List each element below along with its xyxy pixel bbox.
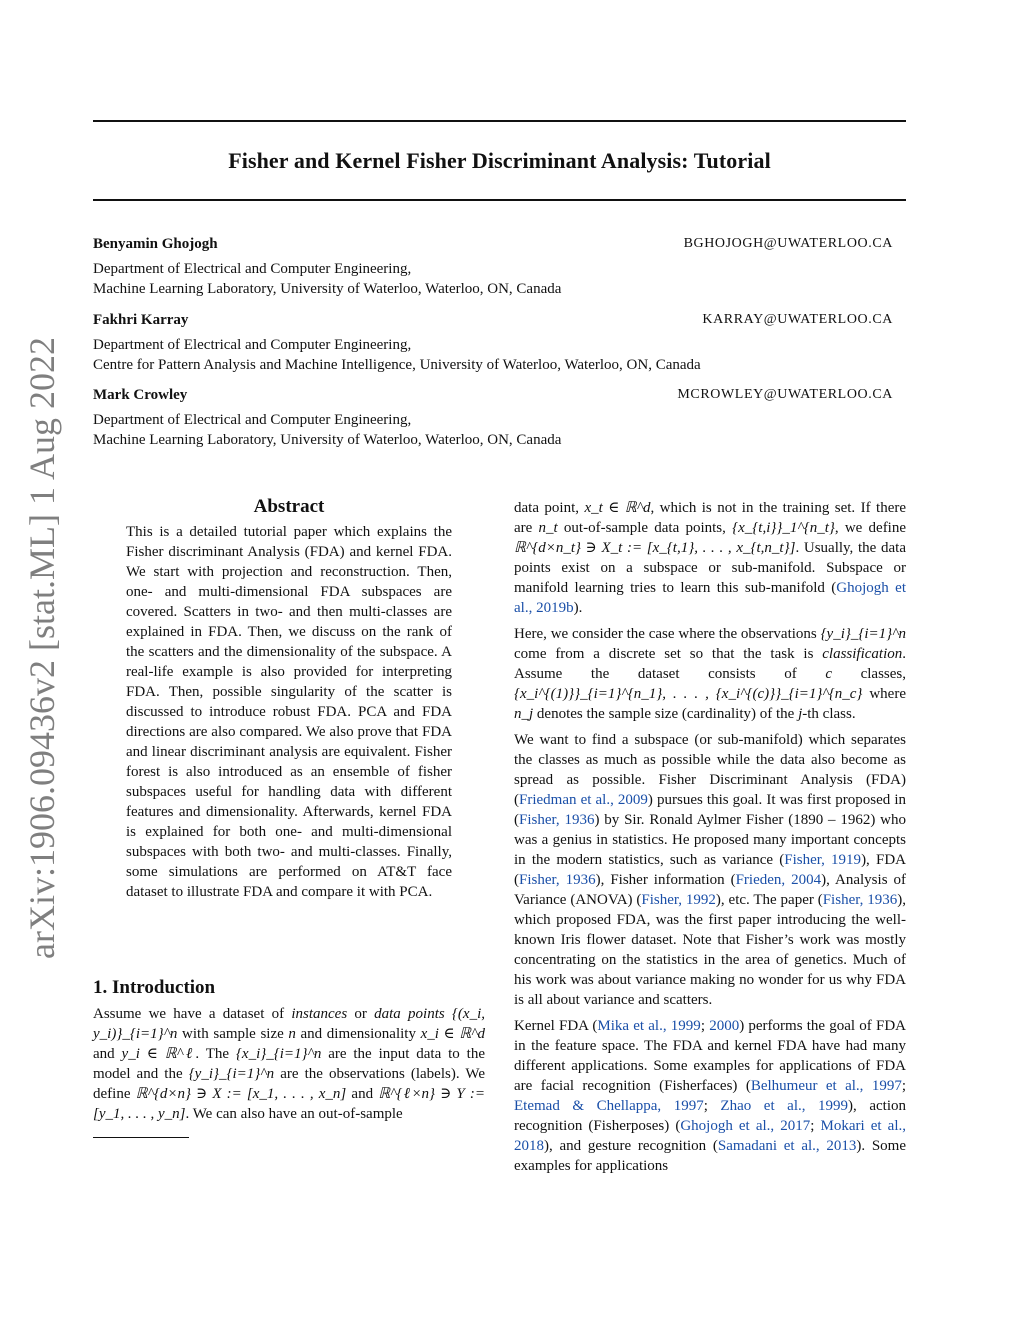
text: out-of-sample data points, [557,520,733,536]
text: ) by Sir. Ronald Aylmer Fisher (1890 – 1962) who was a genius in statistics. He proposed many important concepts in the modern statistics, such as variance ( [514,812,906,868]
math: {y_i}_{i=1}^n [820,626,906,642]
author-affiliation: Department of Electrical and Computer Engineering, [93,412,412,428]
intro-math: x_i ∈ ℝ^d [420,1026,485,1042]
author-affiliation: Machine Learning Laboratory, University of Waterloo, Waterloo, ON, Canada [93,281,562,297]
author-block [93,234,893,299]
paragraph [514,730,906,1010]
author-affiliation: Machine Learning Laboratory, University of Waterloo, Waterloo, ON, Canada [93,432,562,448]
text: ). Some examples for applications [514,1138,906,1174]
right-column [514,498,906,1182]
citation-link[interactable]: Zhao et al., 1999 [720,1098,849,1114]
arxiv-stamp-text: arXiv:1906.09436v2 [stat.ML] 1 Aug 2022 [22,337,62,959]
paper-title: Fisher and Kernel Fisher Discriminant Analysis: Tutorial [228,148,771,173]
math: ℝ^{d×n_t} ∋ X_t := [x_{t,1}, . . . , x_{t,n_t}] [514,540,796,556]
math: c [825,666,832,682]
text: ), FDA ( [514,852,906,888]
introduction-paragraph [93,1004,485,1124]
intro-text: Assume we have a dataset of [93,1006,292,1022]
text: ), etc. The paper ( [715,892,823,908]
citation-link[interactable]: Ghojogh et al., 2017 [680,1118,811,1134]
paragraph [514,1016,906,1176]
emphasis: classification [822,646,903,662]
title-bottom-rule [93,199,906,201]
text: . Usually, the data points exist on a subspace or sub-manifold. Subspace or manifold learning tries to learn this sub-manifold ( [514,540,906,596]
citation-link[interactable]: Belhumeur et al., 1997 [750,1078,902,1094]
intro-math: ℝ^{d×n} ∋ X := [x_1, . . . , x_n] [135,1086,347,1102]
citation-link[interactable]: Mokari et al., 2018 [514,1118,906,1154]
text: ; [700,1018,710,1034]
citation-link[interactable]: Fisher, 1992 [641,892,716,908]
intro-text: . The [195,1046,236,1062]
intro-math: y_i ∈ ℝ^ℓ [121,1046,196,1062]
text: Kernel FDA ( [514,1018,598,1034]
citation-link[interactable]: 2000 [709,1018,740,1034]
intro-text: and [93,1046,122,1062]
text: Here, we consider the case where the observations [514,626,821,642]
abstract-heading: Abstract [253,496,325,517]
math: x_t ∈ ℝ^d [584,500,651,516]
citation-link[interactable]: Samadani et al., 2013 [717,1138,857,1154]
text: , which is not in the training set. If there are [514,500,907,536]
citation-link[interactable]: Mika et al., 1999 [597,1018,701,1034]
intro-text: with sample size [177,1026,289,1042]
author-name: Fakhri Karray [93,312,189,328]
intro-math: ℝ^{ℓ×n} ∋ Y := [y_1, . . . , y_n] [93,1086,486,1122]
text: ), and gesture recognition ( [544,1138,718,1154]
text: ), Analysis of Variance (ANOVA) ( [514,872,906,908]
intro-text: and dimensionality [295,1026,421,1042]
intro-math: n [288,1026,296,1042]
intro-text: are the input data to the model and the [93,1046,485,1082]
author-name: Benyamin Ghojogh [93,236,218,252]
paragraph [514,624,906,724]
author-block [93,310,893,375]
intro-text: . We can also have an out-of-sample [185,1106,403,1122]
math: j [798,706,803,722]
author-block [93,385,893,450]
text: classes, [831,666,906,682]
citation-link[interactable]: Fisher, 1936 [822,892,898,908]
abstract-text: This is a detailed tutorial paper which explains the Fisher discriminant Analysis (FDA) and kernel FDA. We start with projection and reconstruction. Then, one- and multi-dimensional FDA subspaces are covered. Scatters in two- and then multi-classes are explained in FDA. Then, we discuss on the rank of the scatters and the dimensionality of the subspace. A real-life example is also provided for interpreting FDA. Then, possible singularity of the scatter is discussed to introduce robust FDA. PCA and FDA directions are also compared. We also prove that FDA and linear discriminant analysis are equivalent. Fisher forest is also introduced as an ensemble of fisher subspaces useful for handling data with different features and dimensionality. Afterwards, kernel FDA is explained for both one- and multi-dimensional subspaces with both two- and multi-classes. Finally, some simulations are performed on AT&T face dataset to illustrate FDA and compare it with PCA. [126,524,452,900]
title-top-rule [93,120,906,122]
text: ) performs the goal of FDA in the feature space. The FDA and kernel FDA have had many different applications. Some examples for applications of FDA are facial recognition (Fisherfaces) ( [514,1018,906,1094]
text: ), action recognition (Fisherposes) ( [514,1098,906,1134]
citation-link[interactable]: Fisher, 1919 [784,852,862,868]
intro-math: {(x_i, y_i)}_{i=1}^n [93,1006,486,1042]
text: ). [573,600,583,616]
math: {x_{t,i}}_1^{n_t} [732,520,835,536]
text: We want to find a subspace (or sub-manifold) which separates the classes as much as possible while the data also become as spread as possible. Fisher Discriminant Analysis (FDA) ( [514,732,906,808]
text: denotes the sample size (cardinality) of the [533,706,799,722]
author-email[interactable]: KARRAY@UWATERLOO.CA [702,312,893,327]
intro-text: or [347,1006,375,1022]
author-name: Mark Crowley [93,387,188,403]
author-email[interactable]: MCROWLEY@UWATERLOO.CA [677,387,893,402]
intro-math: {y_i}_{i=1}^n [188,1066,275,1082]
intro-emphasis: data points [374,1006,445,1022]
footnote-rule [93,1137,189,1138]
math: n_j [514,706,534,722]
author-affiliation: Centre for Pattern Analysis and Machine Intelligence, University of Waterloo, Waterloo, ON, Canada [93,357,701,373]
text: , we define [834,520,907,536]
intro-text: are the observations (labels). We define [93,1066,485,1102]
math: n_t [538,520,558,536]
intro-emphasis: instances [291,1006,348,1022]
paragraph [514,498,906,618]
text: . Assume the dataset consists of [514,646,906,682]
text: ; [810,1118,821,1134]
text: data point, [514,500,585,516]
citation-link[interactable]: Fisher, 1936 [519,812,595,828]
citation-link[interactable]: Etemad & Chellappa, 1997 [514,1098,704,1114]
citation-link[interactable]: Friedman et al., 2009 [519,792,648,808]
author-affiliation: Department of Electrical and Computer Engineering, [93,337,412,353]
citation-link[interactable]: Frieden, 2004 [735,872,822,888]
citation-link[interactable]: Ghojogh et al., 2019b [514,580,906,616]
section-heading-introduction: 1. Introduction [93,977,216,998]
author-affiliation: Department of Electrical and Computer Engineering, [93,261,412,277]
text: ; [901,1078,906,1094]
author-email[interactable]: BGHOJOGH@UWATERLOO.CA [683,236,893,251]
text: ), Fisher information ( [595,872,736,888]
math: {x_i^{(1)}}_{i=1}^{n_1}, . . . , {x_i^{(c)}}_{i=1}^{n_c} [514,686,863,702]
intro-math: {x_i}_{i=1}^n [235,1046,322,1062]
intro-text: and [346,1086,379,1102]
text: come from a discrete set so that the task is [514,646,823,662]
text: ) pursues this goal. It was first proposed in ( [514,792,906,828]
citation-link[interactable]: Fisher, 1936 [519,872,596,888]
text: ; [703,1098,721,1114]
text: -th class. [802,706,856,722]
text: ), which proposed FDA, was the first paper introducing the well-known Iris flower dataset. Note that Fisher’s work was mostly concentrating on the statistics in the area of genetics. Much of his work was about variance making no wonder for us why FDA is all about variance and scatters. [514,892,906,1008]
text: where [862,686,906,702]
